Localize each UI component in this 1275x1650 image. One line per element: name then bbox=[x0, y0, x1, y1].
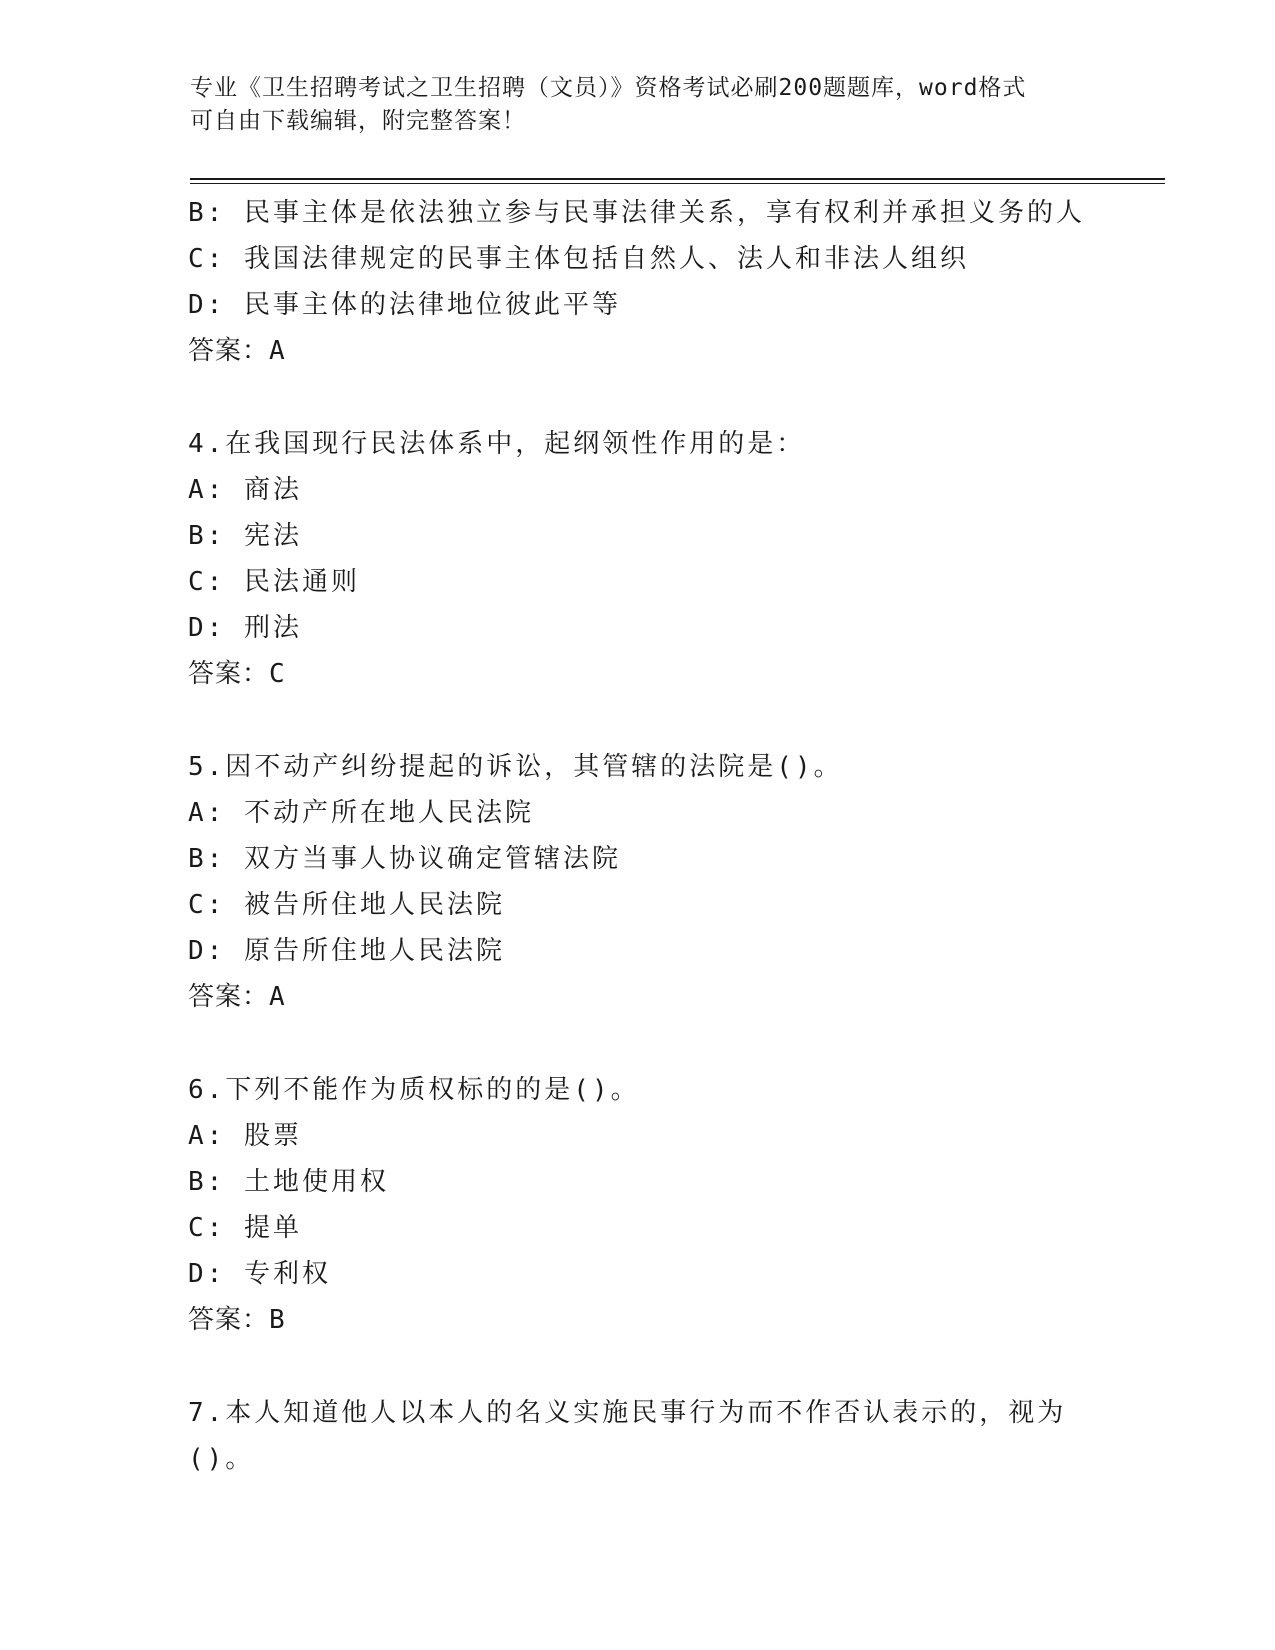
question-stem-line-2: ()。 bbox=[188, 1444, 255, 1474]
answer-line: 答案：A bbox=[188, 336, 286, 366]
option-d: D: 专利权 bbox=[188, 1259, 331, 1289]
option-c: C: 民法通则 bbox=[188, 567, 360, 597]
question-list bbox=[188, 190, 1148, 1482]
question-stem: 5.因不动产纠纷提起的诉讼，其管辖的法院是()。 bbox=[188, 752, 843, 782]
document-header bbox=[190, 72, 1090, 138]
question-stem-line-1: 7.本人知道他人以本人的名义实施民事行为而不作否认表示的，视为 bbox=[188, 1398, 1067, 1428]
option-d: D: 原告所住地人民法院 bbox=[188, 936, 505, 966]
option-b: B: 土地使用权 bbox=[188, 1167, 389, 1197]
option-d: D: 民事主体的法律地位彼此平等 bbox=[188, 290, 621, 320]
answer-line: 答案：A bbox=[188, 982, 286, 1012]
spacer bbox=[188, 1343, 1148, 1390]
question-4 bbox=[188, 421, 1148, 697]
header-line-1: 专业《卫生招聘考试之卫生招聘（文员）》资格考试必刷200题题库，word格式 bbox=[190, 75, 1027, 101]
option-b: B: 民事主体是依法独立参与民事法律关系，享有权利并承担义务的人 bbox=[188, 198, 1085, 228]
option-a: A: 股票 bbox=[188, 1121, 302, 1151]
question-6 bbox=[188, 1067, 1148, 1343]
option-a: A: 不动产所在地人民法院 bbox=[188, 798, 534, 828]
answer-line: 答案：B bbox=[188, 1305, 286, 1335]
question-stem: 4.在我国现行民法体系中，起纲领性作用的是： bbox=[188, 429, 806, 459]
option-c: C: 提单 bbox=[188, 1213, 302, 1243]
option-c: C: 我国法律规定的民事主体包括自然人、法人和非法人组织 bbox=[188, 244, 969, 274]
question-stem: 6.下列不能作为质权标的的是()。 bbox=[188, 1075, 640, 1105]
option-b: B: 宪法 bbox=[188, 521, 302, 551]
answer-line: 答案：C bbox=[188, 659, 286, 689]
option-c: C: 被告所住地人民法院 bbox=[188, 890, 505, 920]
header-line-2: 可自由下载编辑，附完整答案！ bbox=[190, 108, 526, 134]
question-3-tail bbox=[188, 190, 1148, 374]
question-5 bbox=[188, 744, 1148, 1020]
spacer bbox=[188, 697, 1148, 744]
header-divider-thick bbox=[190, 178, 1165, 180]
option-a: A: 商法 bbox=[188, 475, 302, 505]
spacer bbox=[188, 1020, 1148, 1067]
option-d: D: 刑法 bbox=[188, 613, 302, 643]
question-7 bbox=[188, 1390, 1148, 1482]
header-divider-thin bbox=[190, 183, 1165, 184]
spacer bbox=[188, 374, 1148, 421]
option-b: B: 双方当事人协议确定管辖法院 bbox=[188, 844, 621, 874]
